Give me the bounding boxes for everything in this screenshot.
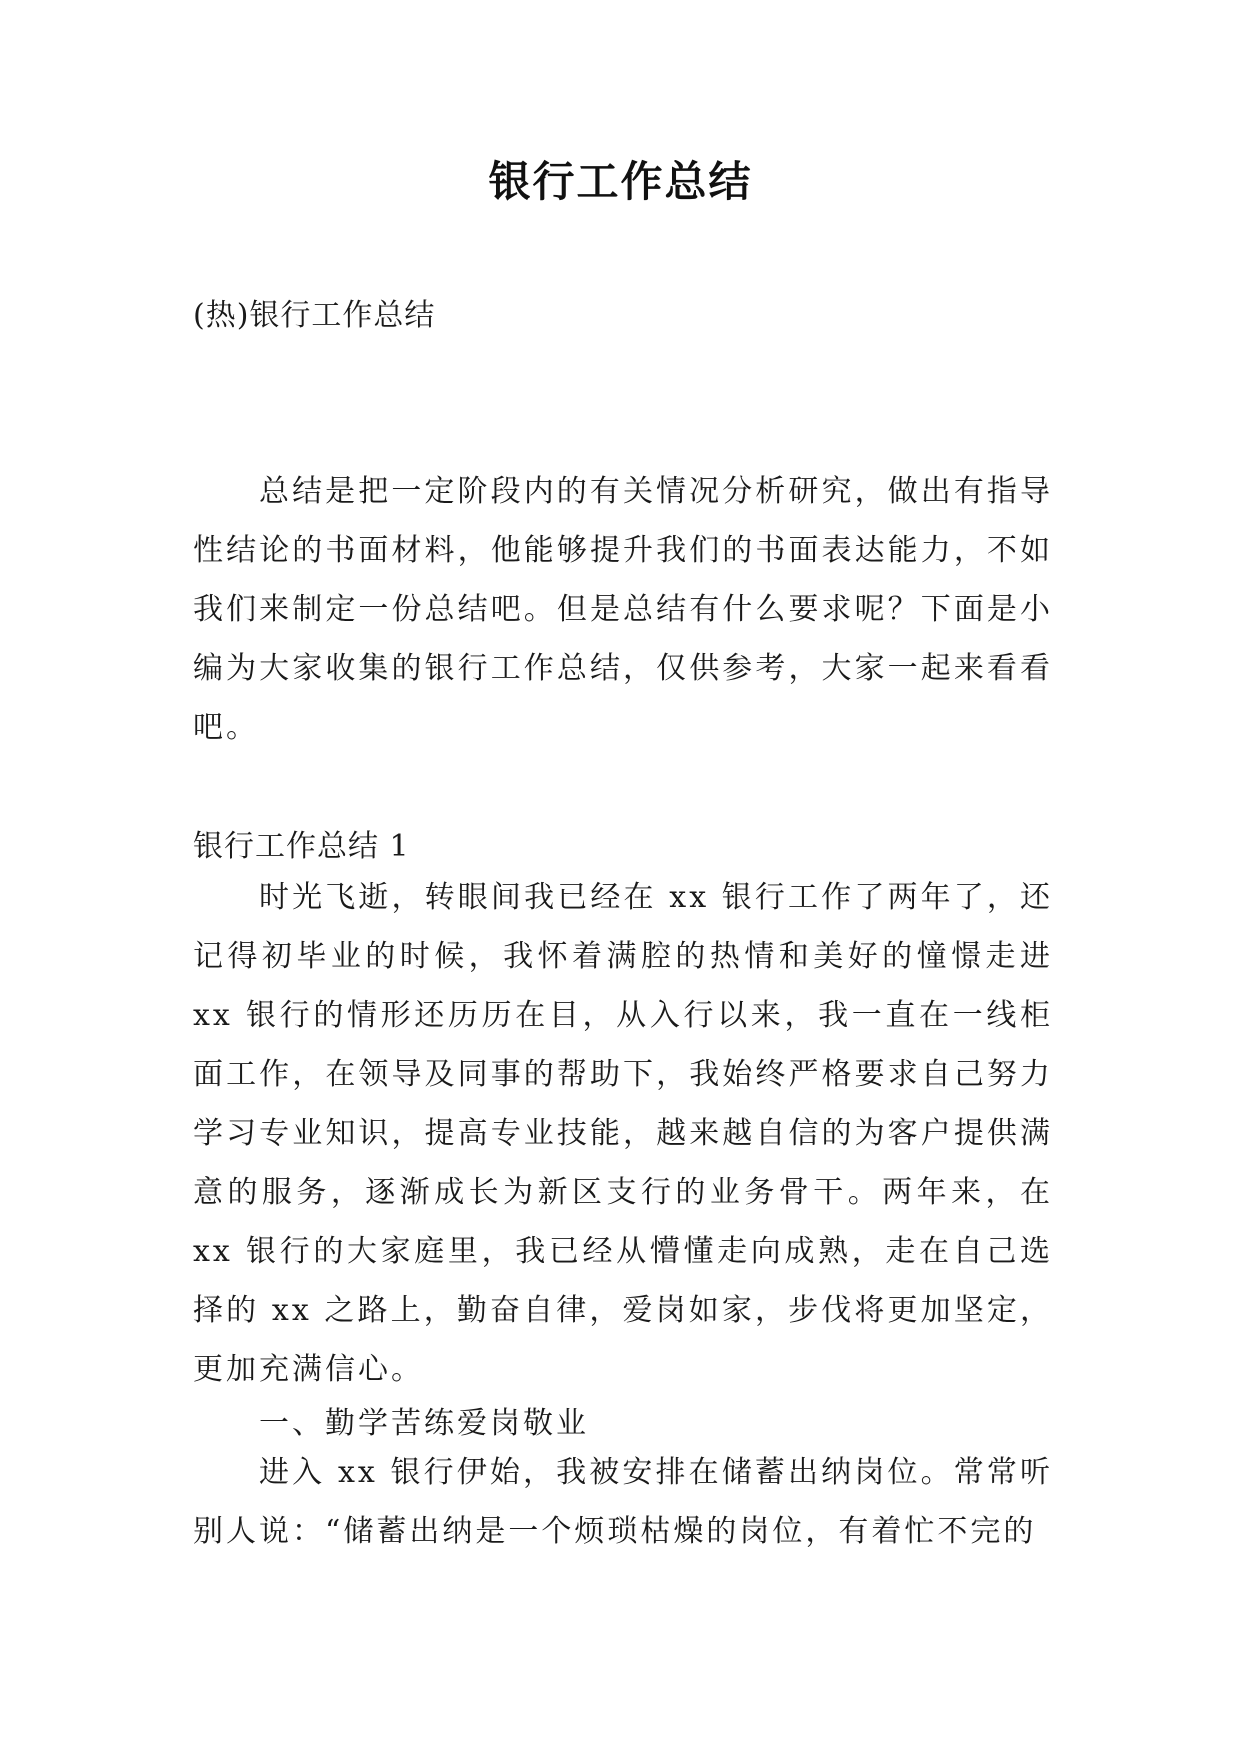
sub-heading: 一、勤学苦练爱岗敬业 <box>259 1406 589 1441</box>
body-paragraph-2: 进入 xx 银行伊始，我被安排在储蓄出纳岗位。常常听别人说：“储蓄出纳是一个烦琐枯燥的岗位，有着忙不完的 <box>193 1455 1053 1549</box>
intro-paragraph: 总结是把一定阶段内的有关情况分析研究，做出有指导性结论的书面材料，他能够提升我们的书面表达能力，不如我们来制定一份总结吧。但是总结有什么要求呢？下面是小编为大家收集的银行工作总结，仅供参考，大家一起来看看吧。 <box>193 474 1053 745</box>
section-heading: 银行工作总结 1 <box>193 829 410 864</box>
document-subtitle: (热)银行工作总结 <box>193 298 436 333</box>
document-title: 银行工作总结 <box>488 157 753 206</box>
body-paragraph-1: 时光飞逝，转眼间我已经在 xx 银行工作了两年了，还记得初毕业的时候，我怀着满腔的热情和美好的憧憬走进 xx 银行的情形还历历在目，从入行以来，我一直在一线柜面工作，在领导及同事的帮助下，我始终严格要求自己努力学习专业知识，提高专业技能，越来越自信的为客户提供满意的服务，逐渐成长为新区支行的业务骨干。两年来，在 xx 银行的大家庭里，我已经从懵懂走向成熟，走在自己选择的 xx 之路上，勤奋自律，爱岗如家，步伐将更加坚定，更加充满信心。 <box>193 880 1053 1387</box>
